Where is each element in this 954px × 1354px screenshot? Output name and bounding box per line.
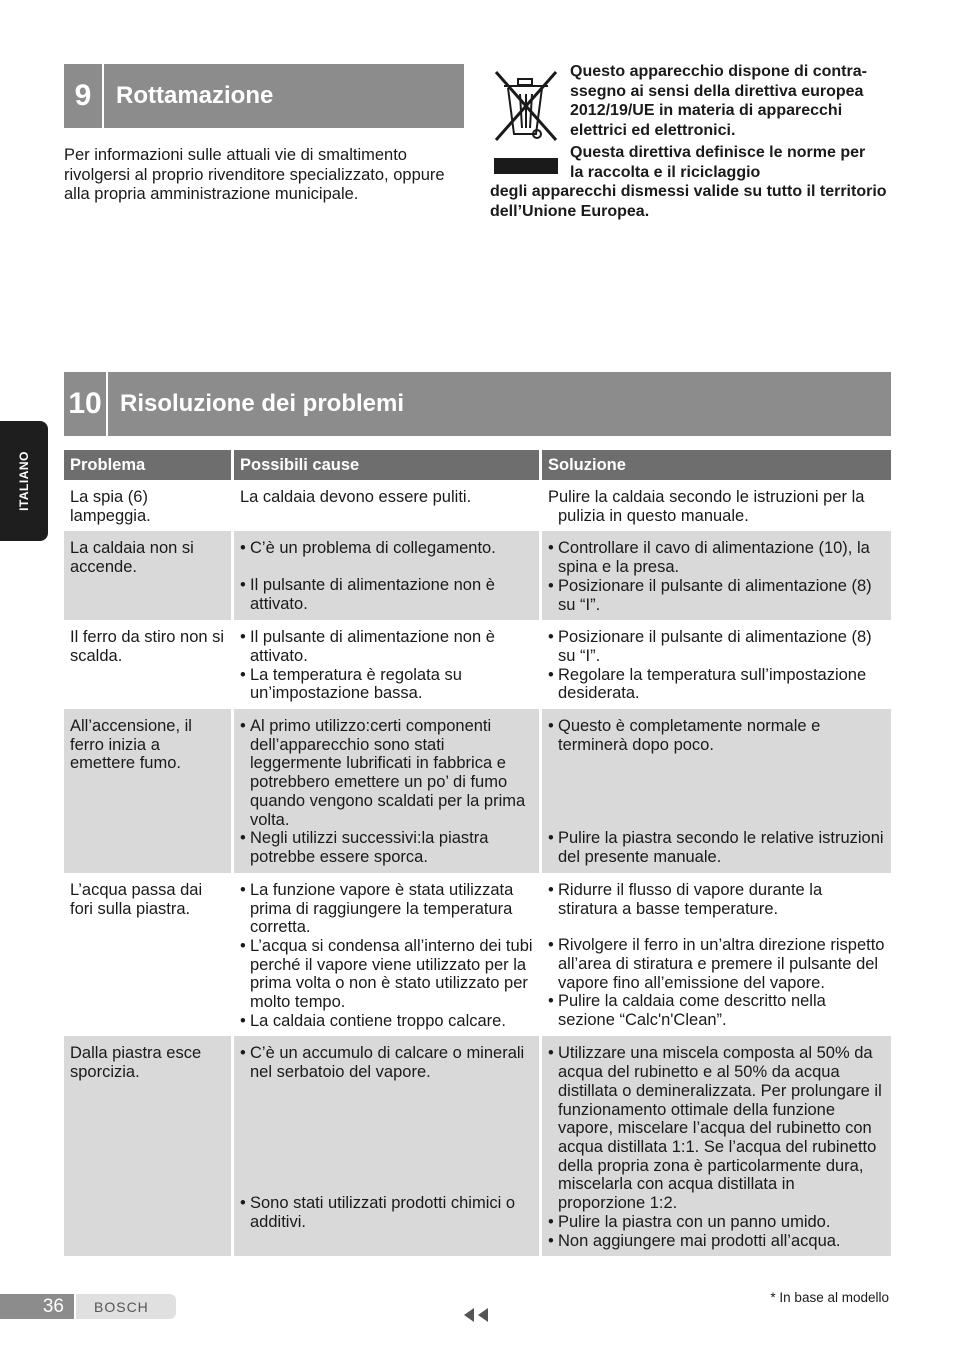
solution-item: • Ridurre il flusso di vapore durante la stiratura a basse temperature.	[548, 881, 885, 918]
cause-cell	[231, 620, 539, 709]
solution-item: • Posizionare il pulsante di alimentazione (8) su “I”.	[548, 628, 885, 665]
previous-page-arrows-icon[interactable]	[462, 1307, 490, 1328]
language-label: ITALIANO	[17, 451, 31, 511]
table-row	[64, 480, 891, 531]
header-problem: Problema	[64, 450, 231, 480]
section-10-number: 10	[64, 372, 108, 436]
solution-item: • Posizionare il pulsante di alimentazione (8) su “I”.	[548, 577, 885, 614]
cause-cell	[231, 1036, 539, 1256]
cause-cell	[231, 531, 539, 620]
solution-text: Pulire la caldaia secondo le istruzioni per la pulizia in questo manuale.	[548, 488, 865, 525]
cause-item: • La temperatura è regolata su un’impostazione bassa.	[240, 666, 533, 703]
cause-item: • La caldaia contiene troppo calcare.	[240, 1012, 533, 1031]
solution-item: • Utilizzare una miscela composta al 50% da acqua del rubinetto e al 50% da acqua distillata o demineralizzata. Per prolungare il funzionamento ottimale della funzione vapore, miscelare l’acqua del rubinetto con acqua distillata 1:1. Se l’acqua del rubinetto della propria zona è particolarmente dura, miscelarla con acqua distillata in proporzione 1:2.	[548, 1044, 885, 1212]
table-row	[64, 531, 891, 620]
solution-item: • Rivolgere il ferro in un’altra direzione rispetto all’area di stiratura e premere il pulsante del vapore fino all’emissione del vapore.	[548, 936, 885, 992]
cause-item: • Il pulsante di alimentazione non è attivato.	[240, 628, 533, 665]
disposal-text: Per informazioni sulle attuali vie di smaltimento rivolgersi al proprio rivenditore specializzato, oppure alla propria amministrazione municipale.	[64, 146, 445, 203]
solution-cell	[539, 873, 891, 1037]
problem-cell: Dalla piastra esce sporcizia.	[64, 1036, 231, 1256]
cause-text: La caldaia devono essere puliti.	[240, 488, 472, 506]
page-number: 36	[0, 1294, 74, 1319]
section-9-title: Rottamazione	[116, 82, 274, 109]
problem-cell: L’acqua passa dai fori sulla piastra.	[70, 880, 203, 918]
solution-item: • Non aggiungere mai prodotti all’acqua.	[548, 1232, 885, 1251]
weee-crossed-bin-icon	[490, 66, 562, 178]
section-9-number: 9	[64, 64, 104, 128]
cause-item: • L’acqua si condensa all’interno dei tubi perché il vapore viene utilizzato per la prima volta o non è stato utilizzato per molto tempo.	[240, 937, 533, 1012]
solution-item: • Questo è completamente normale e terminerà dopo poco.	[548, 717, 885, 754]
solution-cell	[539, 1036, 891, 1256]
header-causes: Possibili cause	[231, 450, 539, 480]
problem-cell: La spia (6) lampeggia.	[70, 488, 151, 525]
solution-item: • Pulire la piastra con un panno umido.	[548, 1213, 885, 1232]
solution-item: • Regolare la temperatura sull’impostazione desiderata.	[548, 666, 885, 703]
problem-cell: All’accensione, il ferro inizia a emettere fumo.	[64, 709, 231, 873]
brand-label: BOSCH	[76, 1294, 176, 1319]
cause-item: • Il pulsante di alimentazione non è attivato.	[240, 576, 533, 613]
table-row	[64, 620, 891, 709]
table-row	[64, 873, 891, 1037]
troubleshooting-table	[64, 450, 891, 1256]
cause-item: • Negli utilizzi successivi:la piastra potrebbe essere sporca.	[240, 829, 533, 866]
section-9-header	[64, 64, 464, 128]
cause-item: • Sono stati utilizzati prodotti chimici o additivi.	[240, 1194, 533, 1231]
problem-cell: Il ferro da stiro non si scalda.	[70, 628, 225, 665]
header-solution: Soluzione	[539, 450, 891, 480]
problem-cell: La caldaia non si accende.	[64, 531, 231, 620]
table-row	[64, 709, 891, 873]
solution-cell	[539, 531, 891, 620]
cause-item: • C’è un accumulo di calcare o minerali nel serbatoio del vapore.	[240, 1044, 533, 1081]
cause-item: • La funzione vapore è stata utilizzata prima di raggiungere la temperatura corretta.	[240, 881, 533, 937]
solution-cell	[539, 620, 891, 709]
cause-item: • Al primo utilizzo:certi componenti dell’apparecchio sono stati leggermente lubrificati in fabbrica e potrebbero emettere un po’ di fumo quando vengono scaldati per la prima volta.	[240, 717, 533, 829]
solution-item: • Pulire la piastra secondo le relative istruzioni del presente manuale.	[548, 829, 885, 866]
solution-item: • Controllare il cavo di alimentazione (10), la spina e la presa.	[548, 539, 885, 576]
cause-cell	[231, 709, 539, 873]
weee-notice-1: Questo apparecchio dispone di contra-ssegno ai sensi della direttiva europea 2012/19/UE in materia di apparecchi elettrici ed elettronici.	[570, 63, 867, 139]
footnote: * In base al modello	[770, 1290, 889, 1305]
cause-cell	[231, 480, 539, 531]
table-header-row	[64, 450, 891, 480]
weee-notice-2a: Questa direttiva definisce le norme per la raccolta e il riciclaggio	[570, 144, 866, 181]
weee-notice-2b: degli apparecchi dismessi valide su tutto il territorio dell’Unione Europea.	[490, 183, 887, 220]
solution-cell	[539, 709, 891, 873]
cause-cell	[231, 873, 539, 1037]
solution-item: • Pulire la caldaia come descritto nella sezione “Calc'n'Clean”.	[548, 992, 885, 1029]
section-10-title: Risoluzione dei problemi	[120, 390, 405, 417]
table-row	[64, 1036, 891, 1256]
solution-cell	[539, 480, 891, 531]
language-side-tab	[0, 421, 48, 541]
section-10-header	[64, 372, 891, 436]
cause-item: • C’è un problema di collegamento.	[240, 539, 533, 558]
